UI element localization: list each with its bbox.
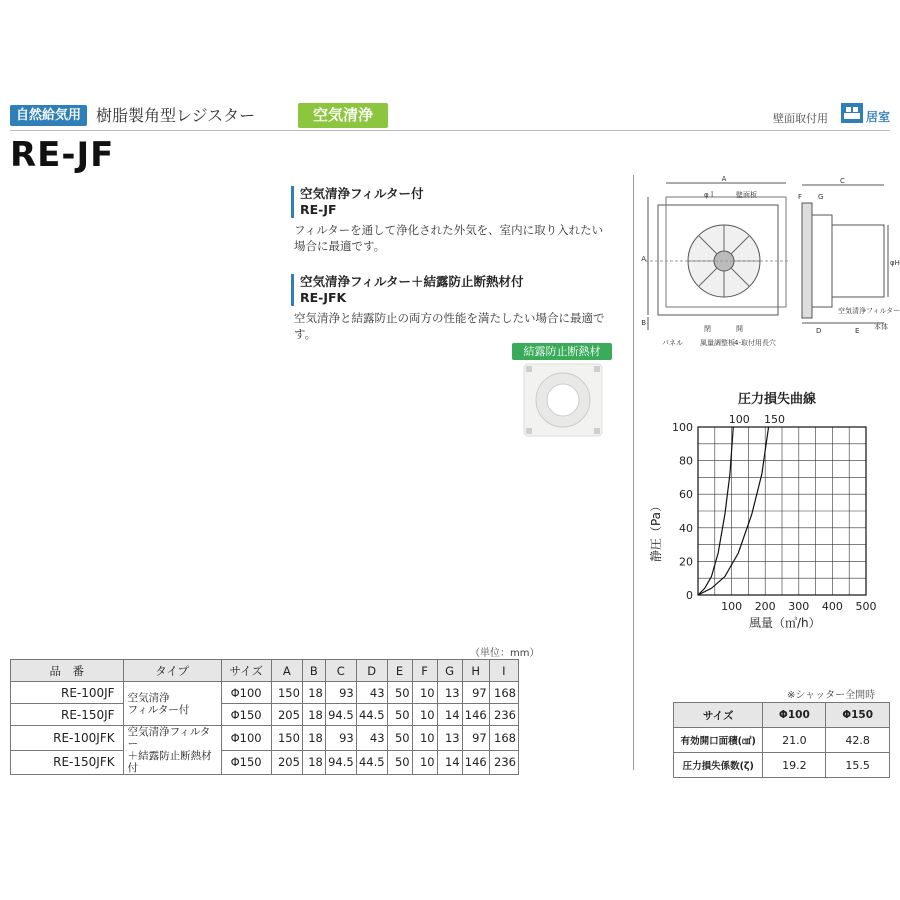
table-cell: 50 xyxy=(387,704,412,726)
table-cell: 168 xyxy=(489,726,518,751)
table-cell: 97 xyxy=(462,726,489,751)
table-cell: 44.5 xyxy=(356,704,387,726)
product-code: RE-150JF xyxy=(11,704,124,726)
mount-label: 壁面取付用 xyxy=(773,112,828,125)
feature-1-title-line2: RE-JF xyxy=(300,202,337,217)
table-cell: 93 xyxy=(325,726,356,751)
product-type-cell: 空気清浄 フィルター付 xyxy=(123,682,221,726)
table-cell: 146 xyxy=(462,704,489,726)
table-cell: 44.5 xyxy=(356,750,387,775)
table-cell: 236 xyxy=(489,704,518,726)
label-wall: 壁面板 xyxy=(736,191,757,199)
table-cell: 205 xyxy=(271,704,302,726)
page-title: RE-JF xyxy=(10,135,115,175)
perf-label: 有効開口面積(㎠) xyxy=(674,728,763,753)
x-tick-label: 200 xyxy=(754,600,776,613)
table-cell: 50 xyxy=(387,726,412,751)
perf-row xyxy=(674,728,890,753)
table-row xyxy=(11,750,519,775)
spec-header: A xyxy=(271,660,302,682)
feature-2-desc: 空気清浄と結露防止の両方の性能を満たしたい場合に最適です。 xyxy=(294,311,605,341)
perf-cell: 42.8 xyxy=(826,728,890,753)
unit-note: （単位：mm） xyxy=(470,648,540,659)
table-cell: Φ150 xyxy=(221,704,271,726)
dim-f: F xyxy=(798,193,803,201)
table-cell: 43 xyxy=(356,726,387,751)
table-row xyxy=(11,682,519,704)
perf-row xyxy=(674,753,890,778)
table-cell: 94.5 xyxy=(325,704,356,726)
x-tick-label: 400 xyxy=(821,600,843,613)
x-tick-label: 300 xyxy=(788,600,810,613)
label-holes: 4-取付用長穴 xyxy=(734,339,776,347)
table-cell: 168 xyxy=(489,682,518,704)
y-tick-label: 60 xyxy=(679,488,693,502)
label-closed: 閉 xyxy=(704,325,711,333)
dim-h: φH xyxy=(890,259,900,267)
perf-label: 圧力損失係数(ζ) xyxy=(674,753,763,778)
table-cell: 14 xyxy=(437,704,462,726)
title-rule xyxy=(10,130,890,131)
spec-table xyxy=(10,659,519,775)
product-code: RE-100JFK xyxy=(11,726,124,751)
table-cell: 50 xyxy=(387,682,412,704)
dim-c: C xyxy=(840,177,845,185)
table-cell: 93 xyxy=(325,682,356,704)
table-cell: 18 xyxy=(302,750,325,775)
table-row xyxy=(11,726,519,751)
chart-ylabel: 静圧（Pa） xyxy=(649,499,663,563)
pressure-loss-chart xyxy=(650,405,890,640)
table-cell: Φ100 xyxy=(221,682,271,704)
product-code: RE-100JF xyxy=(11,682,124,704)
x-tick-label: 500 xyxy=(855,600,877,613)
table-cell: 146 xyxy=(462,750,489,775)
table-cell: 13 xyxy=(437,682,462,704)
spec-header: サイズ xyxy=(221,660,271,682)
table-cell: 94.5 xyxy=(325,750,356,775)
y-tick-label: 100 xyxy=(672,421,693,434)
table-cell: 10 xyxy=(412,682,437,704)
table-cell: 150 xyxy=(271,682,302,704)
perf-header-row xyxy=(674,703,890,728)
perf-cell: 19.2 xyxy=(763,753,826,778)
feature-2-title-line2: RE-JFK xyxy=(300,290,347,305)
table-cell: 205 xyxy=(271,750,302,775)
dim-g: G xyxy=(818,193,824,201)
y-tick-label: 40 xyxy=(679,521,693,535)
label-damper: 風量調整板 xyxy=(700,339,735,347)
spec-header: B xyxy=(302,660,325,682)
spec-header: F xyxy=(412,660,437,682)
table-cell: 18 xyxy=(302,704,325,726)
table-cell: 236 xyxy=(489,750,518,775)
dim-i: φＩ xyxy=(704,191,716,199)
feature-1-title xyxy=(291,186,424,218)
table-cell: Φ100 xyxy=(221,726,271,751)
perf-header: Φ150 xyxy=(826,703,890,728)
label-open: 開 xyxy=(736,325,743,333)
chart-title: 圧力損失曲線 xyxy=(738,392,817,407)
table-cell: Φ150 xyxy=(221,750,271,775)
table-cell: 97 xyxy=(462,682,489,704)
table-row xyxy=(11,704,519,726)
perf-header: Φ100 xyxy=(763,703,826,728)
table-cell: 150 xyxy=(271,726,302,751)
spec-header: 品 番 xyxy=(11,660,124,682)
feature-1-desc: フィルターを通して浄化された外気を、室内に取り入れたい場合に最適です。 xyxy=(294,223,604,253)
spec-header: E xyxy=(387,660,412,682)
perf-table xyxy=(673,702,890,778)
spec-header: G xyxy=(437,660,462,682)
table-cell: 18 xyxy=(302,726,325,751)
room-icon xyxy=(840,102,864,124)
table-cell: 50 xyxy=(387,750,412,775)
table-cell: 43 xyxy=(356,682,387,704)
spec-header: タイプ xyxy=(123,660,221,682)
y-tick-label: 80 xyxy=(679,454,693,468)
spec-header: I xyxy=(489,660,518,682)
dim-a: A xyxy=(641,255,646,263)
dim-b: B xyxy=(641,319,646,327)
perf-header: サイズ xyxy=(674,703,763,728)
label-body: 本体 xyxy=(874,323,888,331)
table-cell: 10 xyxy=(412,704,437,726)
table-cell: 18 xyxy=(302,682,325,704)
x-tick-label: 100 xyxy=(721,600,743,613)
perf-note: ※シャッター全開時 xyxy=(787,690,876,701)
spec-header: D xyxy=(356,660,387,682)
series-label: 100 xyxy=(728,413,750,426)
feature-2-title xyxy=(291,274,524,306)
table-cell: 10 xyxy=(412,750,437,775)
product-type-cell: 空気清浄フィルター ＋結露防止断熱材付 xyxy=(123,726,221,775)
dim-a-top: A xyxy=(721,175,727,183)
table-cell: 14 xyxy=(437,750,462,775)
table-cell: 13 xyxy=(437,726,462,751)
spec-header: C xyxy=(325,660,356,682)
room-label: 居室 xyxy=(866,110,891,124)
perf-cell: 21.0 xyxy=(763,728,826,753)
series-label: 150 xyxy=(764,413,786,426)
label-panel: パネル xyxy=(662,339,683,347)
spec-header-row xyxy=(11,660,519,682)
label-filter: 空気清浄フィルター xyxy=(838,307,900,315)
y-tick-label: 0 xyxy=(686,589,693,602)
table-cell: 10 xyxy=(412,726,437,751)
perf-cell: 15.5 xyxy=(826,753,890,778)
category-tag: 自然給気用 xyxy=(10,105,87,126)
chart-xlabel: 風量（㎥/h） xyxy=(749,616,821,630)
insulation-tag: 結露防止断熱材 xyxy=(512,343,612,360)
dim-e: E xyxy=(855,327,860,335)
feature-tag: 空気清浄 xyxy=(298,103,388,128)
y-tick-label: 20 xyxy=(679,555,693,569)
feature-2-title-line1: 空気清浄フィルター＋結露防止断熱材付 xyxy=(300,274,524,289)
product-code: RE-150JFK xyxy=(11,750,124,775)
divider xyxy=(633,175,634,770)
feature-1-title-line1: 空気清浄フィルター付 xyxy=(300,186,424,201)
product-type: 樹脂製角型レジスター xyxy=(96,106,256,125)
insulation-photo xyxy=(522,362,604,438)
spec-header: H xyxy=(462,660,489,682)
dimension-diagram xyxy=(640,175,900,355)
dim-d: D xyxy=(816,327,822,335)
